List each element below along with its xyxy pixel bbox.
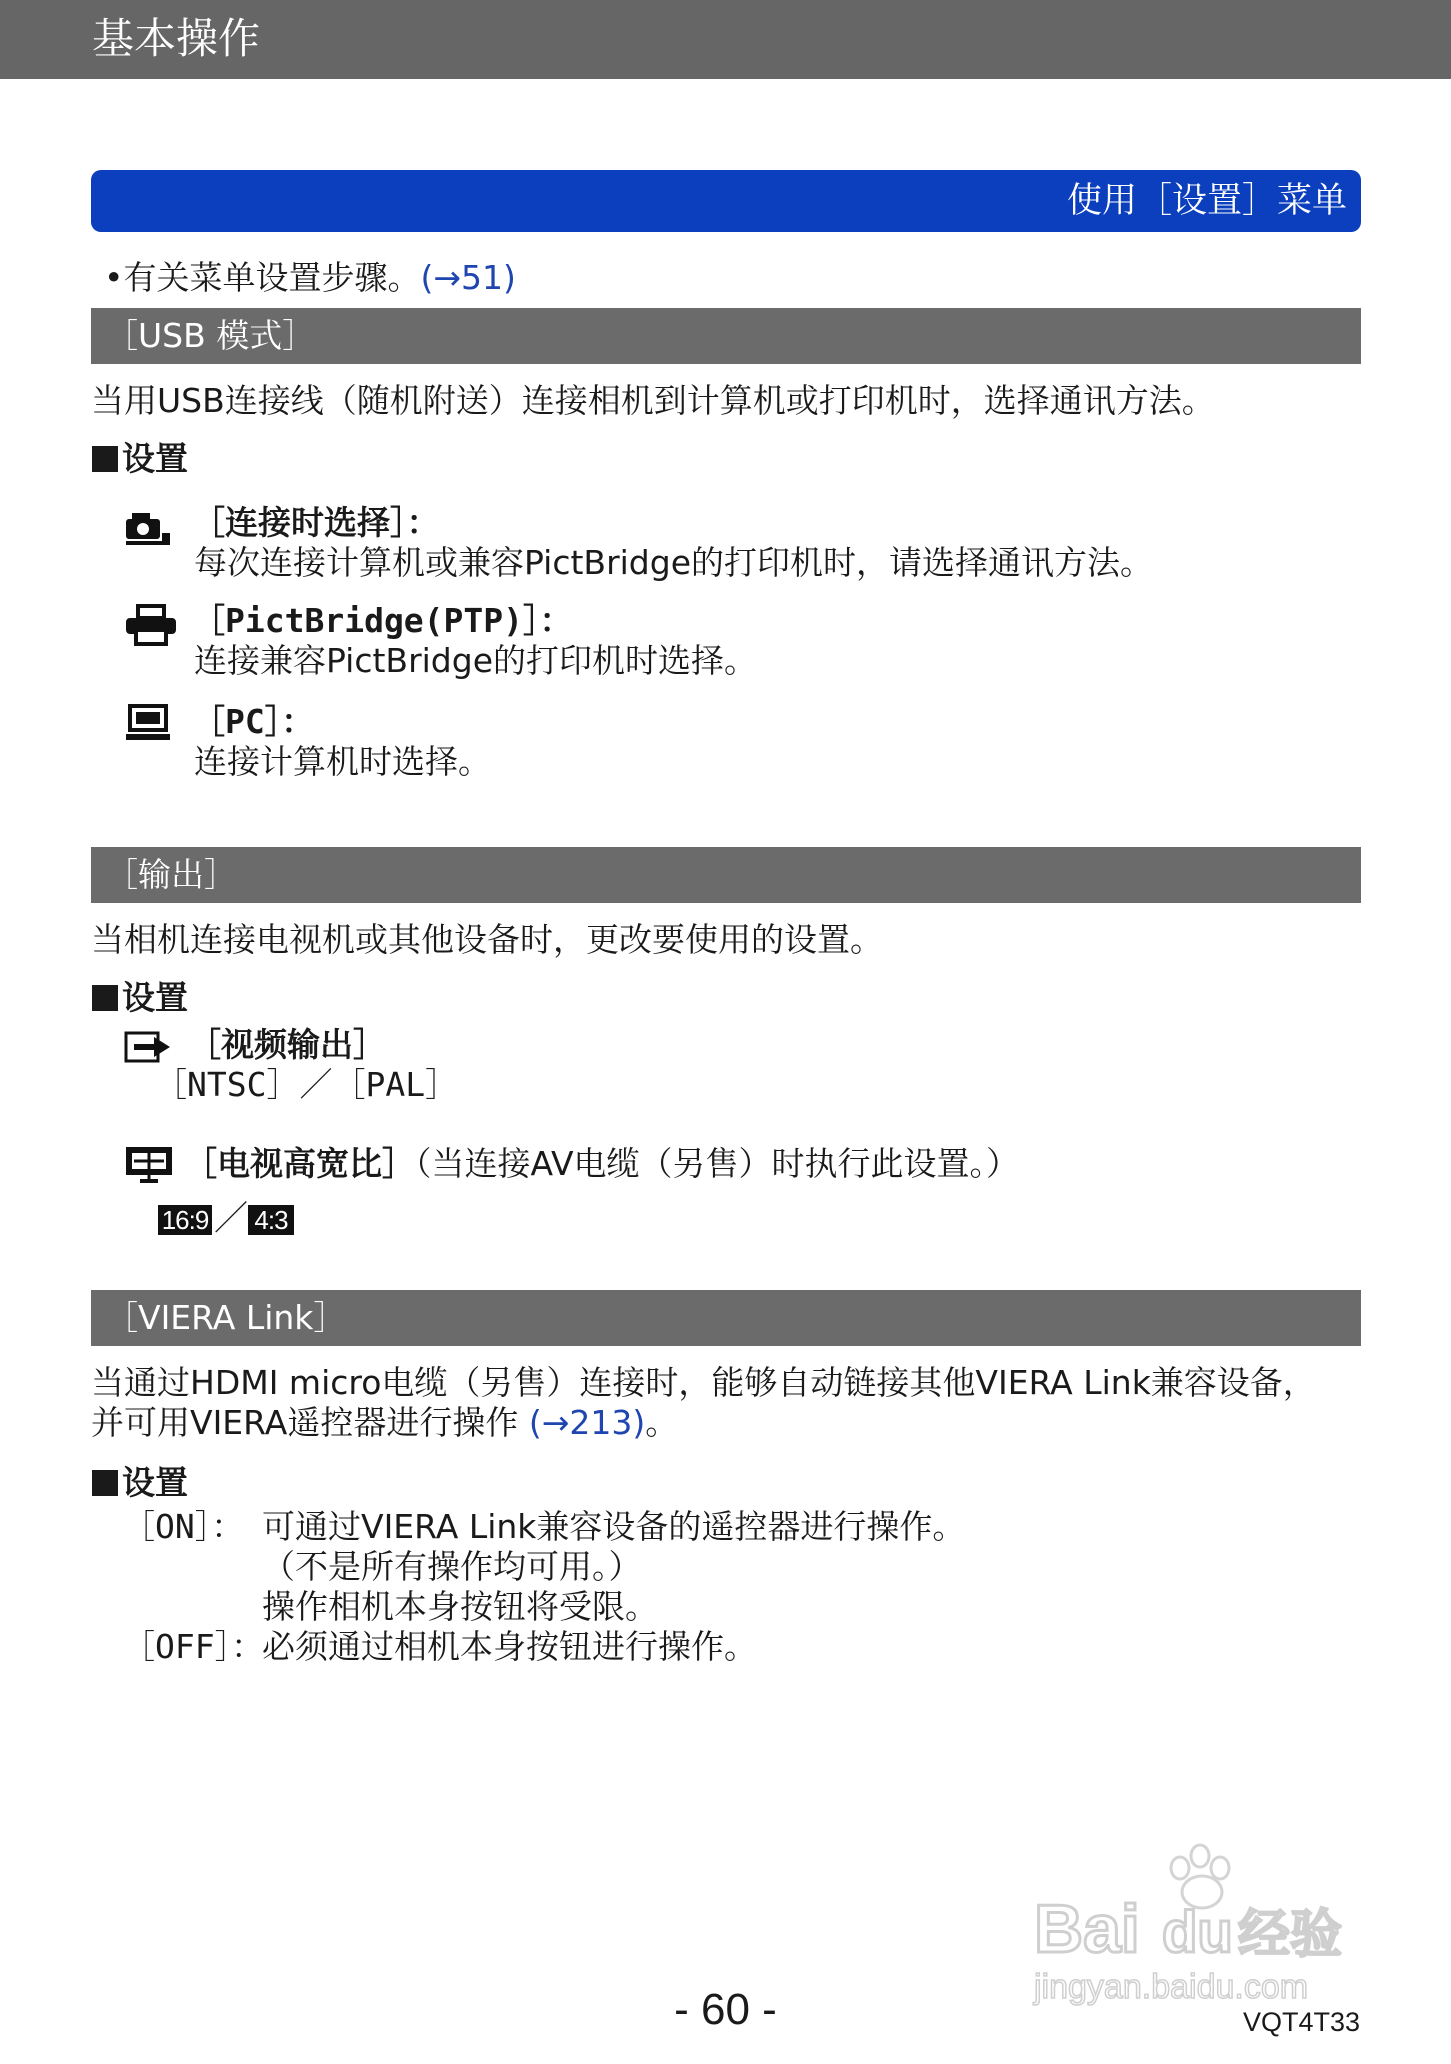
output-description: 当相机连接电视机或其他设备时，更改要使用的设置。 xyxy=(91,920,883,959)
option-pictbridge: ［PictBridge(PTP)］： xyxy=(192,601,573,640)
output-heading-label: ［输出］ xyxy=(105,855,237,894)
camera-connect-icon xyxy=(124,509,176,547)
section-banner xyxy=(91,170,1361,232)
header-title: 基本操作 xyxy=(92,14,261,63)
tv-aspect-line xyxy=(184,1144,1019,1184)
svg-text:Bai: Bai xyxy=(1034,1891,1140,1967)
output-settings-label: 设置 xyxy=(92,976,188,1020)
option-pictbridge-desc: 连接兼容PictBridge的打印机时选择。 xyxy=(194,641,757,680)
document-code: VQT4T33 xyxy=(1242,2007,1360,2037)
tv-aspect-icon xyxy=(124,1145,174,1185)
viera-on-label: ［ON］： xyxy=(122,1507,245,1546)
banner-label: 使用［设置］菜单 xyxy=(1066,181,1347,221)
option-select-on-connect-desc: 每次连接计算机或兼容PictBridge的打印机时，请选择通讯方法。 xyxy=(194,543,1153,582)
usb-settings-label: 设置 xyxy=(92,437,188,481)
viera-on-line2: （不是所有操作均可用。） xyxy=(262,1547,642,1586)
page-number: - 60 - xyxy=(674,1985,777,2034)
option-select-on-connect: ［连接时选择］： xyxy=(192,503,440,542)
page-ref-link[interactable]: (→51) xyxy=(420,258,516,297)
viera-off-line1: 必须通过相机本身按钮进行操作。 xyxy=(262,1627,757,1666)
viera-description-line1: 当通过HDMI micro电缆（另售）连接时，能够自动链接其他VIERA Link兼容设备， xyxy=(91,1363,1316,1402)
header-bar xyxy=(0,0,1451,79)
video-out-values: ［NTSC］／［PAL］ xyxy=(154,1065,459,1104)
output-heading xyxy=(91,847,1361,903)
page-ref-link-213[interactable]: (→213) xyxy=(528,1403,646,1442)
option-pc-desc: 连接计算机时选择。 xyxy=(194,742,491,781)
square-bullet-icon xyxy=(92,1470,118,1496)
svg-text:du: du xyxy=(1162,1900,1233,1965)
viera-off-label: ［OFF］： xyxy=(122,1627,265,1666)
video-out-icon xyxy=(124,1031,174,1063)
svg-text:经验: 经验 xyxy=(1238,1905,1343,1965)
viera-on-line3: 操作相机本身按钮将受限。 xyxy=(262,1587,658,1626)
video-out-title: ［视频输出］ xyxy=(188,1025,386,1064)
note-text: •有关菜单设置步骤。 xyxy=(104,258,421,297)
usb-description: 当用USB连接线（随机附送）连接相机到计算机或打印机时，选择通讯方法。 xyxy=(91,381,1215,420)
tv-aspect-note: （当连接AV电缆（另售）时执行此设置。） xyxy=(415,1144,1020,1183)
pc-icon xyxy=(124,704,172,742)
aspect-16-9-badge: 16:9 xyxy=(158,1205,212,1235)
square-bullet-icon xyxy=(92,446,118,472)
printer-icon xyxy=(124,604,178,646)
usb-mode-heading xyxy=(91,308,1361,364)
aspect-4-3-badge: 4:3 xyxy=(248,1205,294,1235)
usb-heading-label: ［USB 模式］ xyxy=(105,316,316,355)
option-pc: ［PC］： xyxy=(192,702,315,741)
svg-text:jingyan.baidu.com: jingyan.baidu.com xyxy=(1034,1968,1309,2006)
menu-steps-note xyxy=(104,255,516,301)
viera-description-line2: 并可用VIERA遥控器进行操作 (→213)。 xyxy=(91,1403,679,1442)
tv-aspect-title: ［电视高宽比］ xyxy=(184,1144,415,1183)
viera-heading-label: ［VIERA Link］ xyxy=(105,1298,347,1337)
viera-settings-label: 设置 xyxy=(92,1461,188,1505)
aspect-separator: ／ xyxy=(214,1199,248,1239)
square-bullet-icon xyxy=(92,985,118,1011)
viera-on-line1: 可通过VIERA Link兼容设备的遥控器进行操作。 xyxy=(262,1507,966,1546)
viera-link-heading xyxy=(91,1290,1361,1346)
